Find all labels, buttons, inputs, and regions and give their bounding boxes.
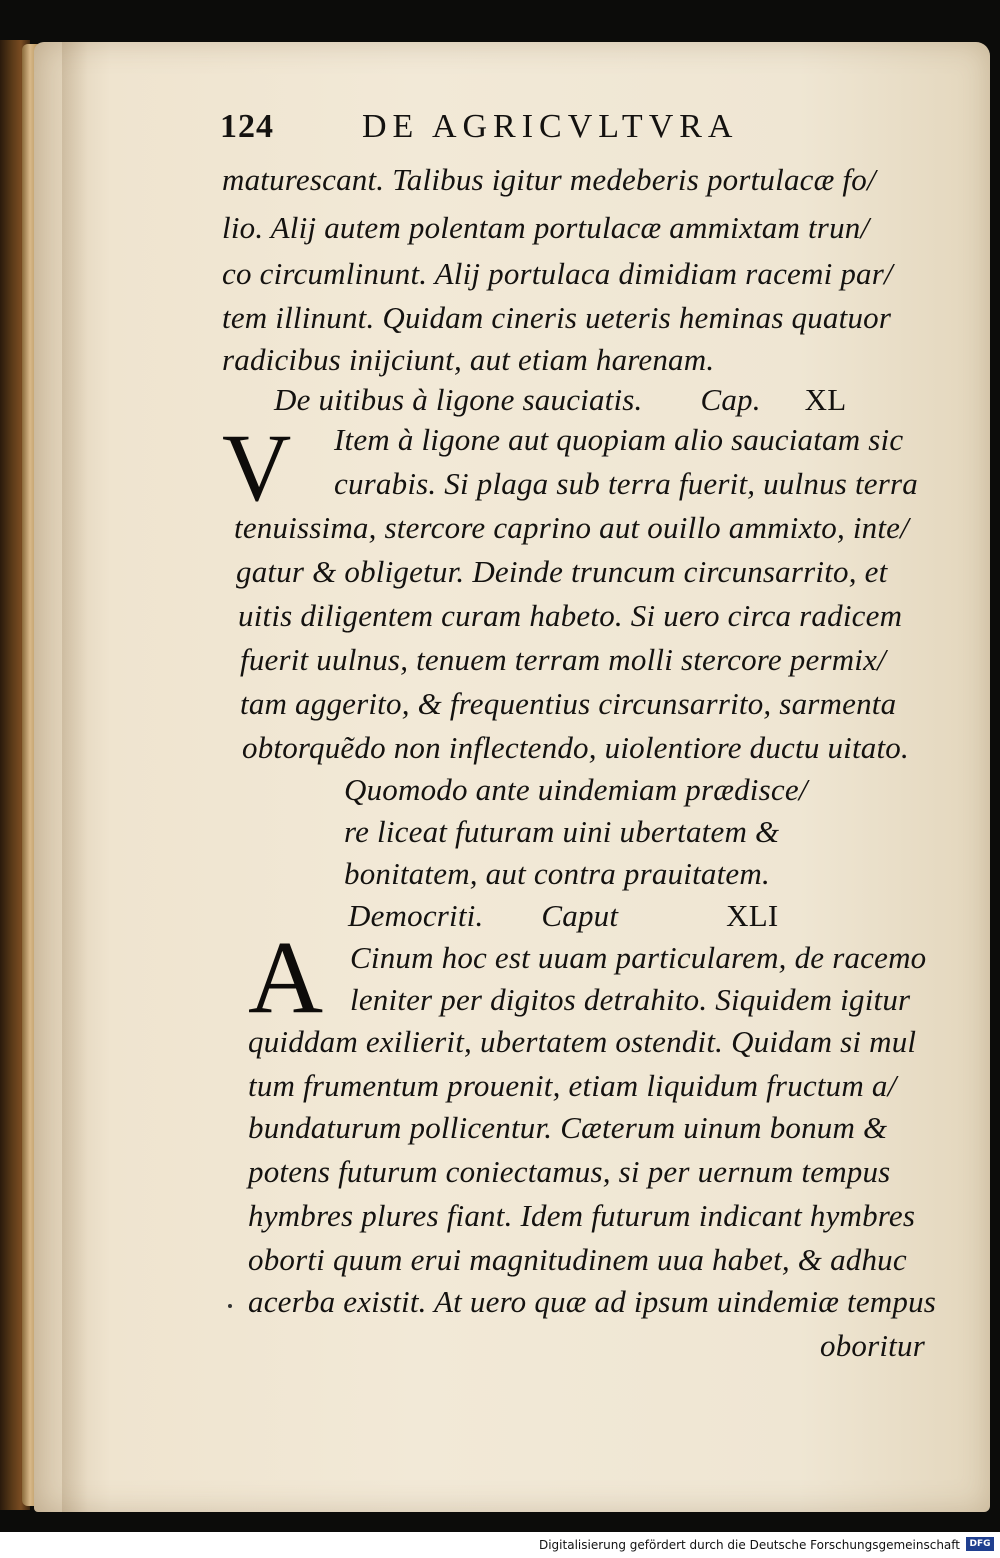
text-line: Item à ligone aut quopiam alio sauciatam sic (334, 422, 904, 457)
text-line: co circumlinunt. Alij portulaca dimidiam racemi par/ (222, 256, 893, 291)
text-line: hymbres plures fiant. Idem futurum indicant hymbres (248, 1198, 916, 1233)
text-line: oborti quum erui magnitudinem uua habet, & adhuc (248, 1242, 907, 1277)
dfg-logo: DFG (966, 1537, 994, 1551)
page-text (34, 42, 990, 1512)
text-line: curabis. Si plaga sub terra fuerit, uulnus terra (334, 466, 918, 501)
chapter-heading-line: Quomodo ante uindemiam prædisce/ (344, 772, 808, 807)
chapter-label: Caput (541, 898, 619, 933)
text-line: acerba existit. At uero quæ ad ipsum uindemiæ tempus (248, 1284, 937, 1319)
text-line: tum frumentum prouenit, etiam liquidum fructum a/ (248, 1068, 897, 1103)
text-line: bundaturum pollicentur. Cæterum uinum bonum & (248, 1110, 888, 1145)
chapter-title: De uitibus à ligone sauciatis. (274, 382, 643, 417)
text-line: potens futurum coniectamus, si per uernum tempus (248, 1154, 891, 1189)
text-line: obtorquẽdo non inflectendo, uiolentiore ductu uitato. (242, 730, 909, 765)
text-line: lio. Alij autem polentam portulacæ ammixtam trun/ (222, 210, 870, 245)
catchword: oboritur (820, 1328, 925, 1363)
page-number: 124 (220, 108, 274, 145)
text-line: fuerit uulnus, tenuem terram molli stercore permix/ (240, 642, 886, 677)
text-line: leniter per digitos detrahito. Siquidem igitur (350, 982, 911, 1017)
book-page (34, 42, 990, 1512)
text-line: tenuissima, stercore caprino aut ouillo ammixto, inte/ (234, 510, 909, 545)
text-line: quiddam exilierit, ubertatem ostendit. Quidam si mul (248, 1024, 917, 1059)
chapter-heading (348, 898, 778, 934)
text-line: Cinum hoc est uuam particularem, de racemo (350, 940, 927, 975)
footer-credit: Digitalisierung gefördert durch die Deutsche Forschungsgemeinschaft (538, 1538, 960, 1552)
ink-speck (228, 1304, 232, 1308)
text-line: tam aggerito, & frequentius circunsarrito, sarmenta (240, 686, 897, 721)
text-line: uitis diligentem curam habeto. Si uero circa radicem (238, 598, 903, 633)
digitization-footer (0, 1532, 1000, 1558)
text-line: maturescant. Talibus igitur medeberis portulacæ fo/ (222, 162, 876, 197)
initial-capital: A (248, 920, 324, 1035)
chapter-label: Cap. (700, 382, 761, 417)
chapter-heading (274, 382, 846, 418)
chapter-author: Democriti. (348, 898, 484, 933)
text-line: gatur & obligetur. Deinde truncum circunsarrito, et (236, 554, 888, 589)
chapter-number: XLI (726, 898, 779, 933)
running-head (220, 108, 739, 146)
initial-capital: V (222, 414, 292, 521)
text-line: radicibus inijciunt, aut etiam harenam. (222, 342, 715, 377)
chapter-heading-line: re liceat futuram uini ubertatem & (344, 814, 780, 849)
running-title: DE AGRICVLTVRA (362, 108, 739, 145)
text-line: tem illinunt. Quidam cineris ueteris heminas quatuor (222, 300, 892, 335)
chapter-heading-line: bonitatem, aut contra prauitatem. (344, 856, 770, 891)
chapter-number: XL (804, 382, 847, 417)
